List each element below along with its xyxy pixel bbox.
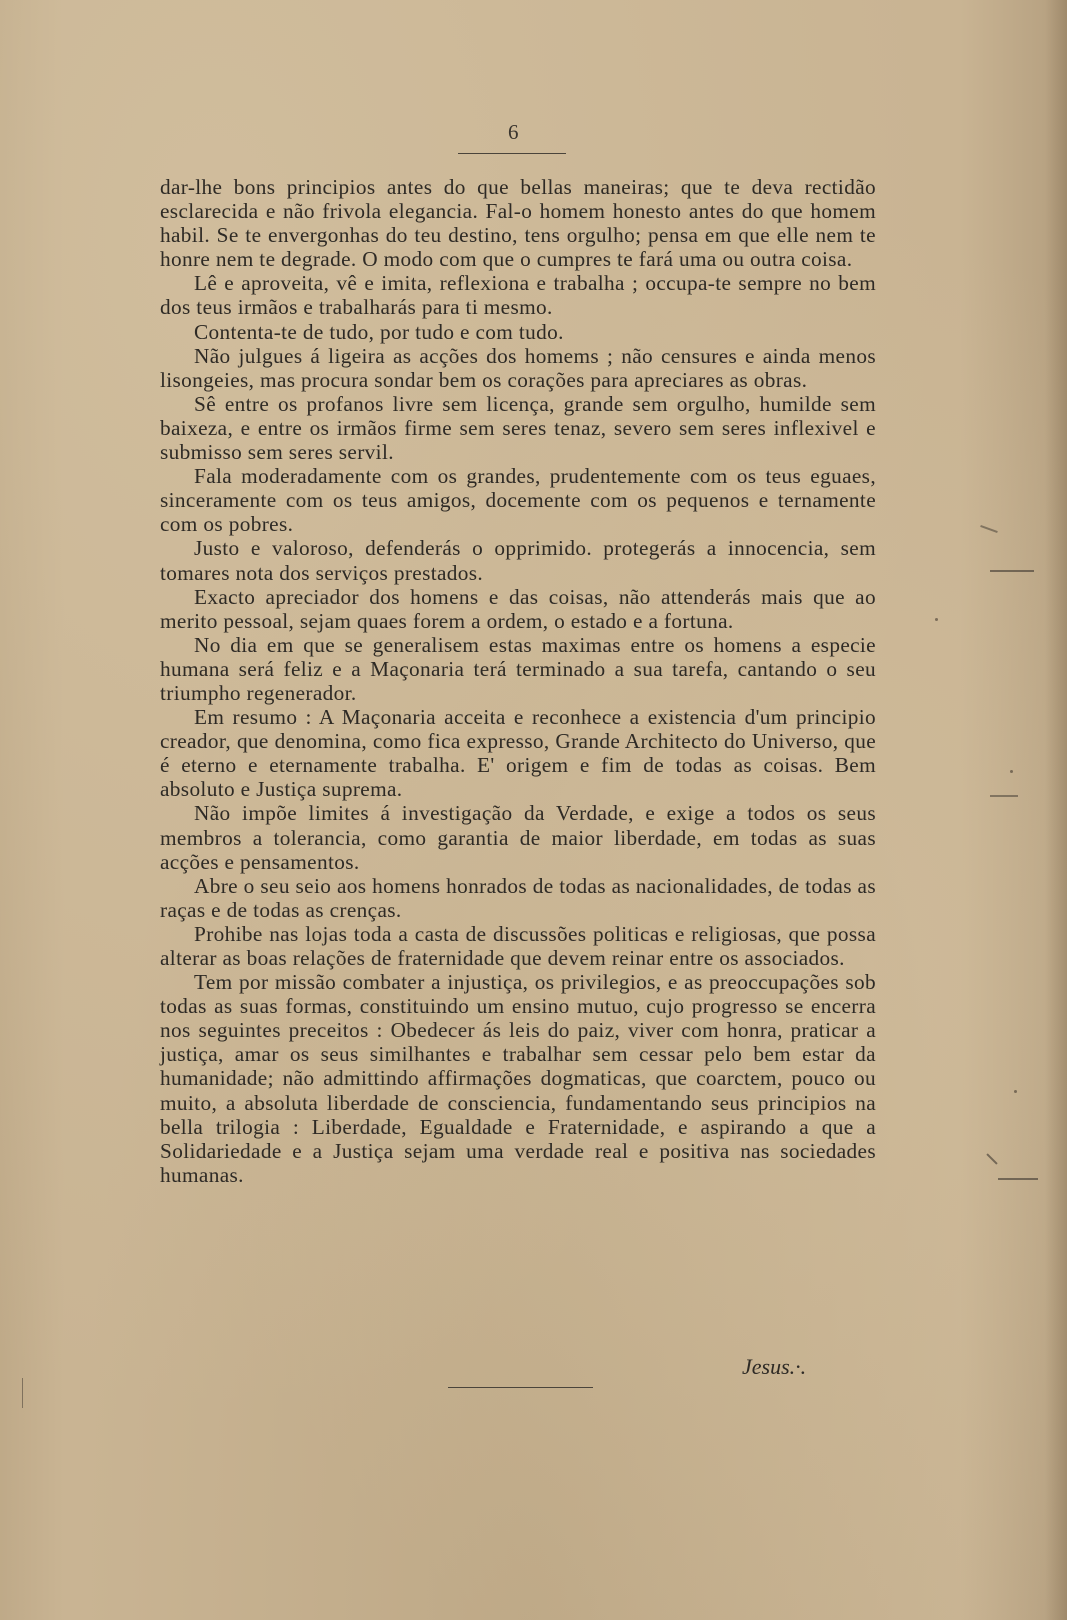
page-edge-shadow bbox=[1045, 0, 1067, 1620]
margin-mark bbox=[986, 1153, 997, 1164]
paragraph: Prohibe nas lojas toda a casta de discussões politicas e religiosas, que possa alterar as boas relações de fraternidade que devem reinar entre os associados. bbox=[160, 921, 876, 970]
paragraph: dar-lhe bons principios antes do que bellas maneiras; que te deva rectidão esclarecida e não frivola elegancia. Fal-o homem honesto antes do que homem habil. Se te envergonhas do teu destino, tens orgulho; pensa em que elle nem te honre nem te degrade. O modo com que o cumpres te fará uma ou outra coisa. bbox=[160, 175, 876, 272]
margin-mark bbox=[22, 1378, 23, 1408]
paper-speck bbox=[1010, 770, 1013, 773]
footer-rule bbox=[448, 1387, 593, 1388]
margin-mark bbox=[980, 525, 998, 533]
margin-mark bbox=[998, 1178, 1038, 1180]
paragraph: No dia em que se generalisem estas maximas entre os homens a especie humana será feliz e a Maçonaria terá terminado a sua tarefa, cantando o seu triumpho regenerador. bbox=[160, 632, 876, 705]
paragraph: Abre o seu seio aos homens honrados de todas as nacionalidades, de todas as raças e de todas as crenças. bbox=[160, 873, 876, 922]
paragraph: Não impõe limites á investigação da Verdade, e exige a todos os seus membros a tolerancia, como garantia de maior liberdade, em todas as suas acções e pensamentos. bbox=[160, 801, 876, 874]
paper-speck bbox=[1014, 1090, 1017, 1093]
margin-mark bbox=[990, 570, 1034, 572]
margin-mark bbox=[990, 795, 1018, 797]
paragraph: Em resumo : A Maçonaria acceita e reconhece a existencia d'um principio creador, que denomina, como fica expresso, Grande Architecto do Universo, que é eterno e eternamente trabalha. E' origem e fim de todas as coisas. Bem absoluto e Justiça suprema. bbox=[160, 705, 876, 802]
header-rule bbox=[458, 153, 566, 154]
page-number: 6 bbox=[508, 120, 519, 144]
paragraph: Fala moderadamente com os grandes, prudentemente com os teus eguaes, sinceramente com os teus amigos, docemente com os pequenos e ternamente com os pobres. bbox=[160, 464, 876, 537]
paragraph: Não julgues á ligeira as acções dos homems ; não censures e ainda menos lisongeies, mas procura sondar bem os corações para apreciares as obras. bbox=[160, 343, 876, 392]
paragraph: Contenta-te de tudo, por tudo e com tudo. bbox=[194, 319, 564, 344]
body-text bbox=[160, 175, 876, 1187]
paragraph: Lê e aproveita, vê e imita, reflexiona e trabalha ; occupa-te sempre no bem dos teus irmãos e trabalharás para ti mesmo. bbox=[160, 271, 876, 320]
paper-speck bbox=[935, 618, 938, 621]
signature: Jesus.·. bbox=[742, 1354, 807, 1379]
paragraph: Sê entre os profanos livre sem licença, grande sem orgulho, humilde sem baixeza, e entre os irmãos firme sem seres tenaz, severo sem seres inflexivel e submisso sem seres servil. bbox=[160, 391, 876, 465]
paragraph: Tem por missão combater a injustiça, os privilegios, e as preoccupações sob todas as suas formas, constituindo um ensino mutuo, cujo progresso se encerra nos seguintes preceitos : Obedecer ás leis do paiz, viver com honra, praticar a justiça, amar os seus similhantes e trabalhar sem cessar pelo bem estar da humanidade; não admittindo affirmações dogmaticas, que coarctem, pouco ou muito, a absoluta liberdade de consciencia, fundamentando seus principios na bella trilogia : Liberdade, Egualdade e Fraternidade, e aspirando a que a Solidariedade e a Justiça sejam uma verdade real e positiva nas sociedades humanas. bbox=[160, 970, 876, 1187]
paragraph: Justo e valoroso, defenderás o opprimido. protegerás a innocencia, sem tomares nota dos serviços prestados. bbox=[160, 536, 876, 585]
paragraph: Exacto apreciador dos homens e das coisas, não attenderás mais que ao merito pessoal, sejam quaes forem a ordem, o estado e a fortuna. bbox=[160, 584, 876, 633]
